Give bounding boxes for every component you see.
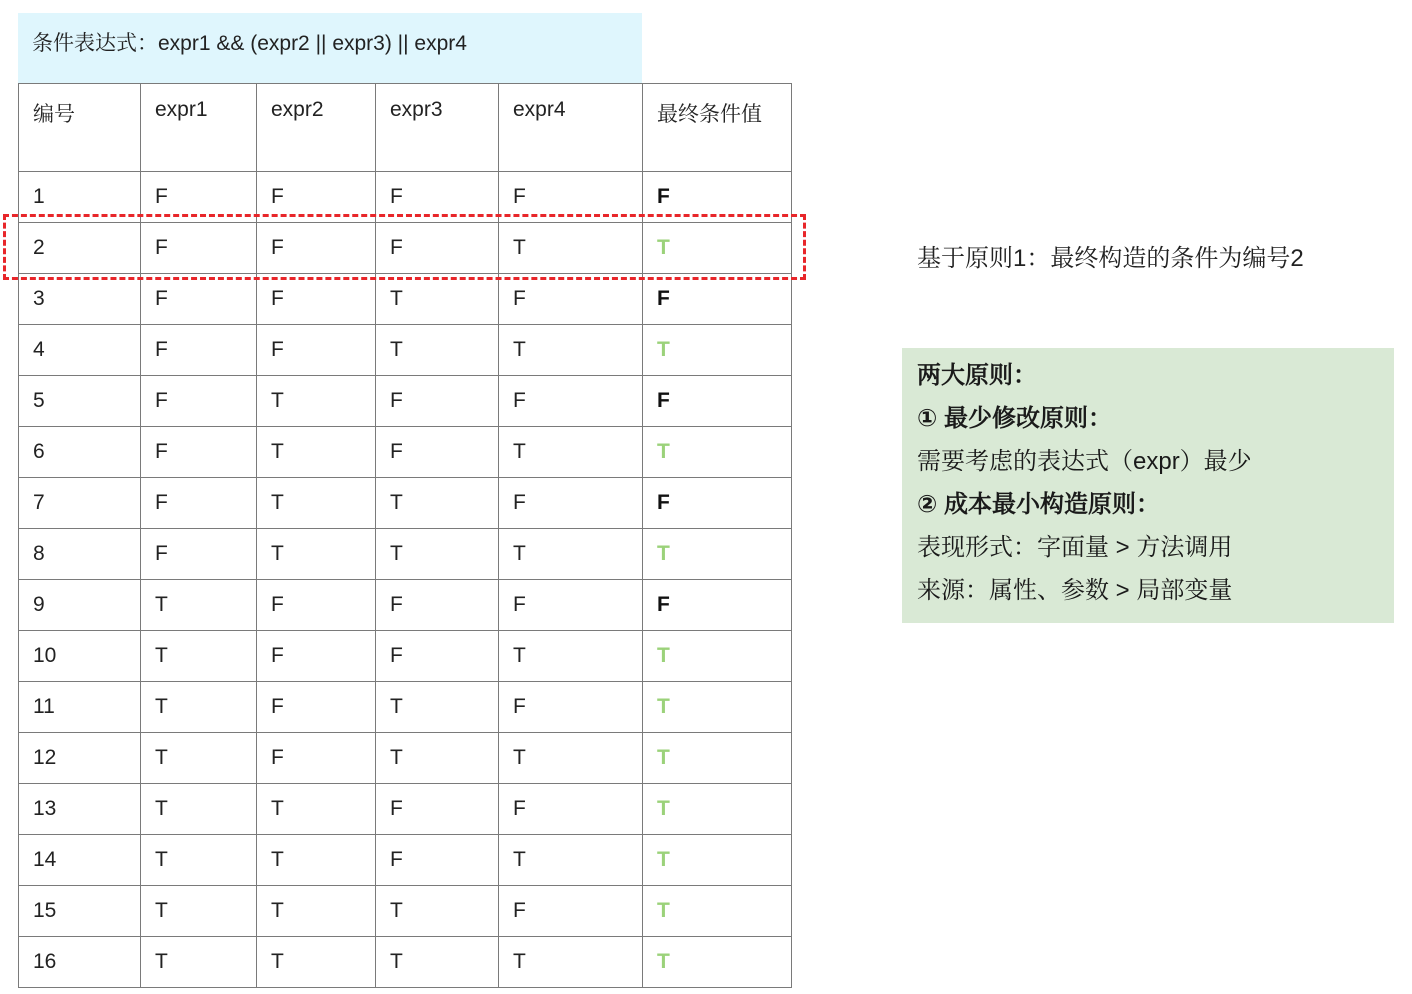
principle1-note: 基于原则1：最终构造的条件为编号2 [917, 245, 1304, 272]
table-row [19, 835, 792, 886]
cell-expr2: T [257, 478, 376, 529]
cell-expr2: F [257, 631, 376, 682]
cell-index: 3 [19, 274, 141, 325]
cell-expr4: F [499, 886, 643, 937]
cell-index: 7 [19, 478, 141, 529]
cell-expr1: F [141, 223, 257, 274]
cell-expr2: F [257, 580, 376, 631]
cell-expr4: T [499, 325, 643, 376]
cell-index: 1 [19, 172, 141, 223]
cell-expr3: T [376, 274, 499, 325]
cell-expr1: T [141, 835, 257, 886]
cell-expr4: T [499, 529, 643, 580]
cell-index: 12 [19, 733, 141, 784]
cell-final-value: F [643, 478, 792, 529]
cell-final-value: T [643, 529, 792, 580]
cell-final-value: F [643, 580, 792, 631]
cell-expr1: F [141, 427, 257, 478]
expression-banner [18, 13, 642, 83]
header-final-value: 最终条件值 [643, 84, 792, 172]
cell-expr4: F [499, 580, 643, 631]
cell-expr1: F [141, 478, 257, 529]
table-row [19, 325, 792, 376]
cell-expr1: T [141, 682, 257, 733]
cell-expr1: T [141, 580, 257, 631]
principles-title: 两大原则： [917, 362, 1037, 389]
cell-final-value: T [643, 631, 792, 682]
principle-1-desc: 需要考虑的表达式（expr）最少 [917, 448, 1252, 475]
cell-final-value: T [643, 427, 792, 478]
cell-index: 13 [19, 784, 141, 835]
cell-index: 14 [19, 835, 141, 886]
table-row [19, 529, 792, 580]
cell-expr3: T [376, 478, 499, 529]
cell-index: 4 [19, 325, 141, 376]
cell-expr2: F [257, 172, 376, 223]
cell-expr3: F [376, 223, 499, 274]
cell-index: 11 [19, 682, 141, 733]
cell-expr1: F [141, 172, 257, 223]
table-row [19, 580, 792, 631]
cell-final-value: T [643, 325, 792, 376]
header-expr2: expr2 [257, 84, 376, 172]
cell-expr4: F [499, 478, 643, 529]
cell-expr3: F [376, 172, 499, 223]
cell-expr4: F [499, 172, 643, 223]
cell-expr4: T [499, 733, 643, 784]
table-row [19, 427, 792, 478]
truth-table [18, 83, 792, 988]
table-row [19, 682, 792, 733]
cell-expr1: T [141, 733, 257, 784]
cell-final-value: F [643, 172, 792, 223]
cell-final-value: T [643, 223, 792, 274]
cell-expr2: T [257, 835, 376, 886]
principle-2-line1: 表现形式：字面量 > 方法调用 [917, 534, 1233, 561]
cell-index: 9 [19, 580, 141, 631]
cell-index: 15 [19, 886, 141, 937]
header-index: 编号 [19, 84, 141, 172]
table-row [19, 376, 792, 427]
cell-final-value: F [643, 274, 792, 325]
cell-expr2: F [257, 274, 376, 325]
cell-expr4: T [499, 835, 643, 886]
cell-index: 5 [19, 376, 141, 427]
cell-expr4: T [499, 631, 643, 682]
expression-text: 条件表达式：expr1 && (expr2 || expr3) || expr4 [32, 32, 467, 55]
table-header-row [19, 84, 792, 172]
table-row [19, 274, 792, 325]
cell-expr1: T [141, 631, 257, 682]
cell-expr4: F [499, 682, 643, 733]
cell-expr1: T [141, 937, 257, 988]
cell-expr1: T [141, 886, 257, 937]
cell-expr3: F [376, 784, 499, 835]
cell-expr3: F [376, 427, 499, 478]
truth-table-body [19, 84, 792, 988]
cell-expr3: T [376, 682, 499, 733]
cell-final-value: T [643, 682, 792, 733]
cell-expr3: F [376, 631, 499, 682]
cell-expr2: F [257, 325, 376, 376]
principle-2-title: ② 成本最小构造原则： [917, 491, 1160, 518]
cell-expr1: T [141, 784, 257, 835]
cell-expr2: T [257, 376, 376, 427]
principles-box [902, 348, 1394, 623]
cell-expr4: T [499, 427, 643, 478]
table-row [19, 733, 792, 784]
header-expr3: expr3 [376, 84, 499, 172]
table-row [19, 478, 792, 529]
cell-expr3: T [376, 733, 499, 784]
header-expr4: expr4 [499, 84, 643, 172]
cell-final-value: F [643, 376, 792, 427]
cell-expr2: F [257, 733, 376, 784]
cell-expr4: F [499, 274, 643, 325]
cell-index: 10 [19, 631, 141, 682]
cell-index: 8 [19, 529, 141, 580]
cell-expr2: F [257, 223, 376, 274]
cell-expr2: T [257, 529, 376, 580]
cell-expr1: F [141, 325, 257, 376]
cell-expr2: T [257, 886, 376, 937]
table-row [19, 223, 792, 274]
cell-expr1: F [141, 529, 257, 580]
cell-index: 6 [19, 427, 141, 478]
cell-expr4: F [499, 784, 643, 835]
cell-expr2: T [257, 427, 376, 478]
table-row [19, 172, 792, 223]
table-row [19, 886, 792, 937]
cell-index: 16 [19, 937, 141, 988]
cell-expr3: F [376, 580, 499, 631]
cell-expr3: T [376, 886, 499, 937]
cell-expr3: T [376, 325, 499, 376]
cell-expr2: T [257, 784, 376, 835]
cell-expr3: F [376, 835, 499, 886]
principle-2-line2: 来源：属性、参数 > 局部变量 [917, 577, 1233, 604]
cell-final-value: T [643, 937, 792, 988]
table-row [19, 631, 792, 682]
cell-expr3: T [376, 937, 499, 988]
cell-expr2: T [257, 937, 376, 988]
cell-final-value: T [643, 733, 792, 784]
cell-expr4: F [499, 376, 643, 427]
cell-expr1: F [141, 376, 257, 427]
cell-expr3: T [376, 529, 499, 580]
cell-expr3: F [376, 376, 499, 427]
header-expr1: expr1 [141, 84, 257, 172]
cell-expr4: T [499, 937, 643, 988]
cell-expr2: F [257, 682, 376, 733]
principle-1-title: ① 最少修改原则： [917, 405, 1112, 432]
cell-expr4: T [499, 223, 643, 274]
table-row [19, 784, 792, 835]
cell-expr1: F [141, 274, 257, 325]
cell-index: 2 [19, 223, 141, 274]
table-row [19, 937, 792, 988]
cell-final-value: T [643, 784, 792, 835]
cell-final-value: T [643, 886, 792, 937]
cell-final-value: T [643, 835, 792, 886]
